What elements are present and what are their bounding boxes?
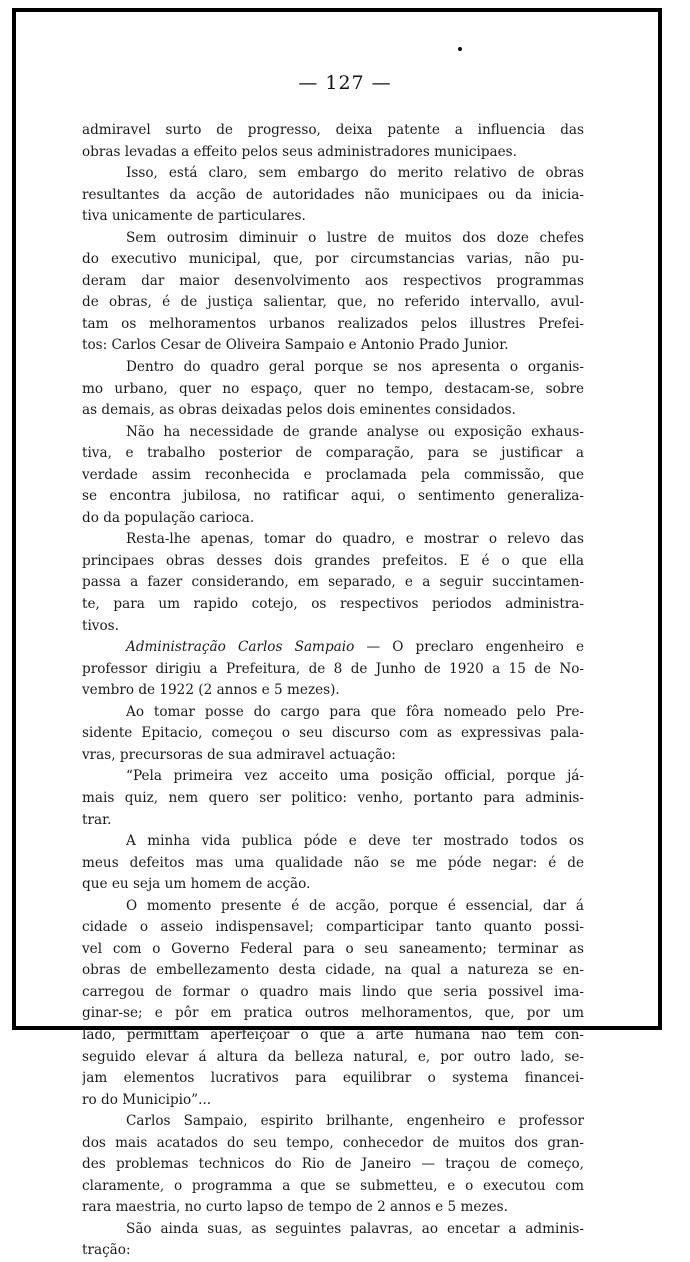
text-line: Isso, está claro, sem embargo do merito relativo de obras (126, 165, 584, 182)
text-line: Ao tomar posse do cargo para que fôra nomeado pelo Pre- (126, 703, 584, 720)
text-line: Carlos Sampaio, espirito brilhante, engenheiro e professor (126, 1113, 584, 1130)
text-line: passa a fazer considerando, em separado, e a seguir succintamen- (82, 574, 584, 591)
text-line: tração: (82, 1242, 131, 1259)
text-line: jam elementos lucrativos para equilibrar o systema financei- (82, 1070, 584, 1087)
text-line: as demais, as obras deixadas pelos dois eminentes considados. (82, 402, 516, 419)
text-line: cidade o asseio indispensavel; comparticipar tanto quanto possi- (82, 919, 584, 936)
text-line: Dentro do quadro geral porque se nos apresenta o organis- (126, 359, 584, 376)
text-line: Sem outrosim diminuir o lustre de muitos dos doze chefes (126, 229, 584, 246)
text-line: do executivo municipal, que, por circumstancias varias, não pu- (82, 251, 584, 268)
text-line: obras de embellezamento desta cidade, na qual a natureza se en- (82, 962, 584, 979)
text-line: tos: Carlos Cesar de Oliveira Sampaio e Antonio Prado Junior. (82, 337, 509, 354)
text-line: professor dirigiu a Prefeitura, de 8 de Junho de 1920 a 15 de No- (82, 660, 584, 677)
text-line: obras levadas a effeito pelos seus administradores municipaes. (82, 143, 517, 160)
text-line: te, para um rapido cotejo, os respectivos periodos administra- (82, 596, 584, 613)
text-line: trar. (82, 811, 112, 828)
text-line: que eu seja um homem de acção. (82, 876, 311, 893)
text-line: A minha vida publica póde e deve ter mostrado todos os (126, 833, 584, 850)
text-line: Não ha necessidade de grande analyse ou exposição exhaus- (126, 423, 584, 440)
text-line: vembro de 1922 (2 annos e 5 mezes). (82, 682, 340, 699)
text-line: dos mais acatados do seu tempo, conhecedor de muitos dos gran- (82, 1134, 584, 1151)
text-line: tiva unicamente de particulares. (82, 208, 306, 225)
text-line: principaes obras desses dois grandes prefeitos. E é o que ella (82, 552, 584, 569)
text-line: mais quiz, nem quero ser politico: venho, portanto para adminis- (82, 789, 584, 806)
text-line: O momento presente é de acção, porque é essencial, dar á (126, 897, 584, 914)
section-heading: Administração Carlos Sampaio (126, 639, 355, 656)
text-line: mo urbano, quer no espaço, quer no tempo, destacam-se, sobre (82, 380, 584, 397)
text-line: do da população carioca. (82, 509, 255, 526)
text-line: meus defeitos mas uma qualidade não se me póde negar: é de (82, 854, 584, 871)
text-line: de obras, é de justiça salientar, que, no referido intervallo, avul- (82, 294, 584, 311)
body-text (82, 120, 584, 1262)
page-number: — 127 — (298, 72, 392, 94)
text-line: ginar-se; e pôr em pratica outros melhoramentos, que, por um (82, 1005, 584, 1022)
text-line: carregou de formar o quadro mais lindo que seria possivel ima- (82, 983, 584, 1000)
text-line: lado, permittam aperfeiçoar o que a arte humana não tem con- (82, 1026, 584, 1043)
text-line: “Pela primeira vez acceito uma posição official, porque já- (126, 768, 584, 785)
text-line: tivos. (82, 617, 119, 634)
text-line: vel com o Governo Federal para o seu saneamento; terminar as (82, 940, 584, 957)
text-line: ro do Municipio”... (82, 1091, 212, 1108)
text-line: claramente, o programma a que se submetteu, e o executou com (82, 1177, 584, 1194)
text-line: admiravel surto de progresso, deixa patente a influencia das (82, 122, 584, 138)
print-speck (458, 47, 462, 51)
text-line: des problemas technicos do Rio de Janeiro — traçou de começo, (82, 1156, 584, 1173)
text-line-content: — O preclaro engenheiro e (366, 639, 584, 656)
text-line: São ainda suas, as seguintes palavras, ao encetar a adminis- (126, 1220, 584, 1237)
text-line: deram dar maior desenvolvimento aos respectivos programmas (82, 272, 584, 289)
text-line: seguido elevar á altura da belleza natural, e, por outro lado, se- (82, 1048, 584, 1065)
text-line: sidente Epitacio, começou o seu discurso com as expressivas pala- (82, 725, 584, 742)
text-line: tam os melhoramentos urbanos realizados pelos illustres Prefei- (82, 315, 584, 332)
text-line: Resta-lhe apenas, tomar do quadro, e mostrar o relevo das (126, 531, 584, 548)
text-line (82, 637, 584, 659)
text-line: vras, precursoras de sua admiravel actuação: (82, 746, 396, 763)
text-line: se encontra jubilosa, no ratificar aqui, o sentimento generaliza- (82, 488, 584, 505)
text-line: tiva, e trabalho posterior de comparação, para se justificar a (82, 445, 584, 462)
text-line: verdade assim reconhecida e proclamada pela commissão, que (82, 466, 584, 483)
text-line: resultantes da acção de autoridades não municipaes ou da inicia- (82, 186, 584, 203)
text-line: rara maestria, no curto lapso de tempo de 2 annos e 5 mezes. (82, 1199, 508, 1216)
